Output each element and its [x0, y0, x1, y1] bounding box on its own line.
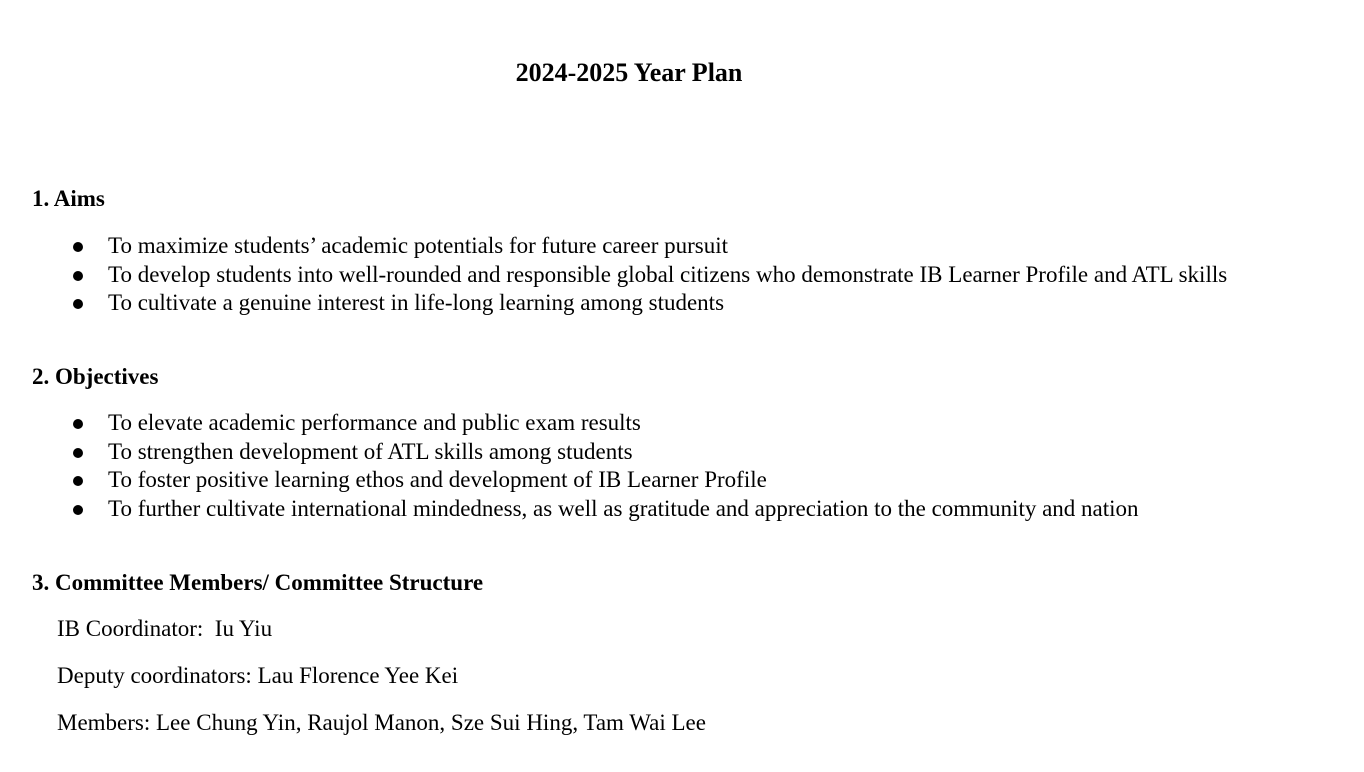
bullet-icon [73, 419, 83, 429]
section-heading-committee: 3. Committee Members/ Committee Structure [32, 570, 484, 595]
members-line: Members: Lee Chung Yin, Raujol Manon, Sze Sui Hing, Tam Wai Lee [57, 710, 706, 735]
list-item-text: To foster positive learning ethos and development of IB Learner Profile [108, 467, 767, 492]
list-item-text: To maximize students’ academic potentials for future career pursuit [108, 233, 729, 258]
bullet-icon [73, 242, 83, 252]
section-heading-objectives: 2. Objectives [32, 364, 159, 389]
bullet-icon [73, 505, 83, 515]
bullet-icon [73, 299, 83, 309]
list-item-text: To develop students into well-rounded and responsible global citizens who demonstrate IB Learner Profile and ATL skills [108, 261, 1228, 287]
bullet-icon [73, 448, 83, 458]
document-title: 2024-2025 Year Plan [515, 58, 743, 87]
list-item-text: To cultivate a genuine interest in life-long learning among students [108, 290, 725, 315]
list-item-text: To further cultivate international mindedness, as well as gratitude and appreciation to the community and nation [108, 495, 1139, 521]
bullet-icon [73, 476, 83, 486]
deputy-coordinators-line: Deputy coordinators: Lau Florence Yee Kei [57, 663, 459, 688]
list-item-text: To elevate academic performance and public exam results [108, 410, 641, 435]
list-item-text: To strengthen development of ATL skills among students [108, 438, 633, 464]
section-heading-aims: 1. Aims [32, 186, 105, 211]
bullet-icon [73, 271, 83, 281]
coordinator-line: IB Coordinator: Iu Yiu [57, 616, 273, 641]
